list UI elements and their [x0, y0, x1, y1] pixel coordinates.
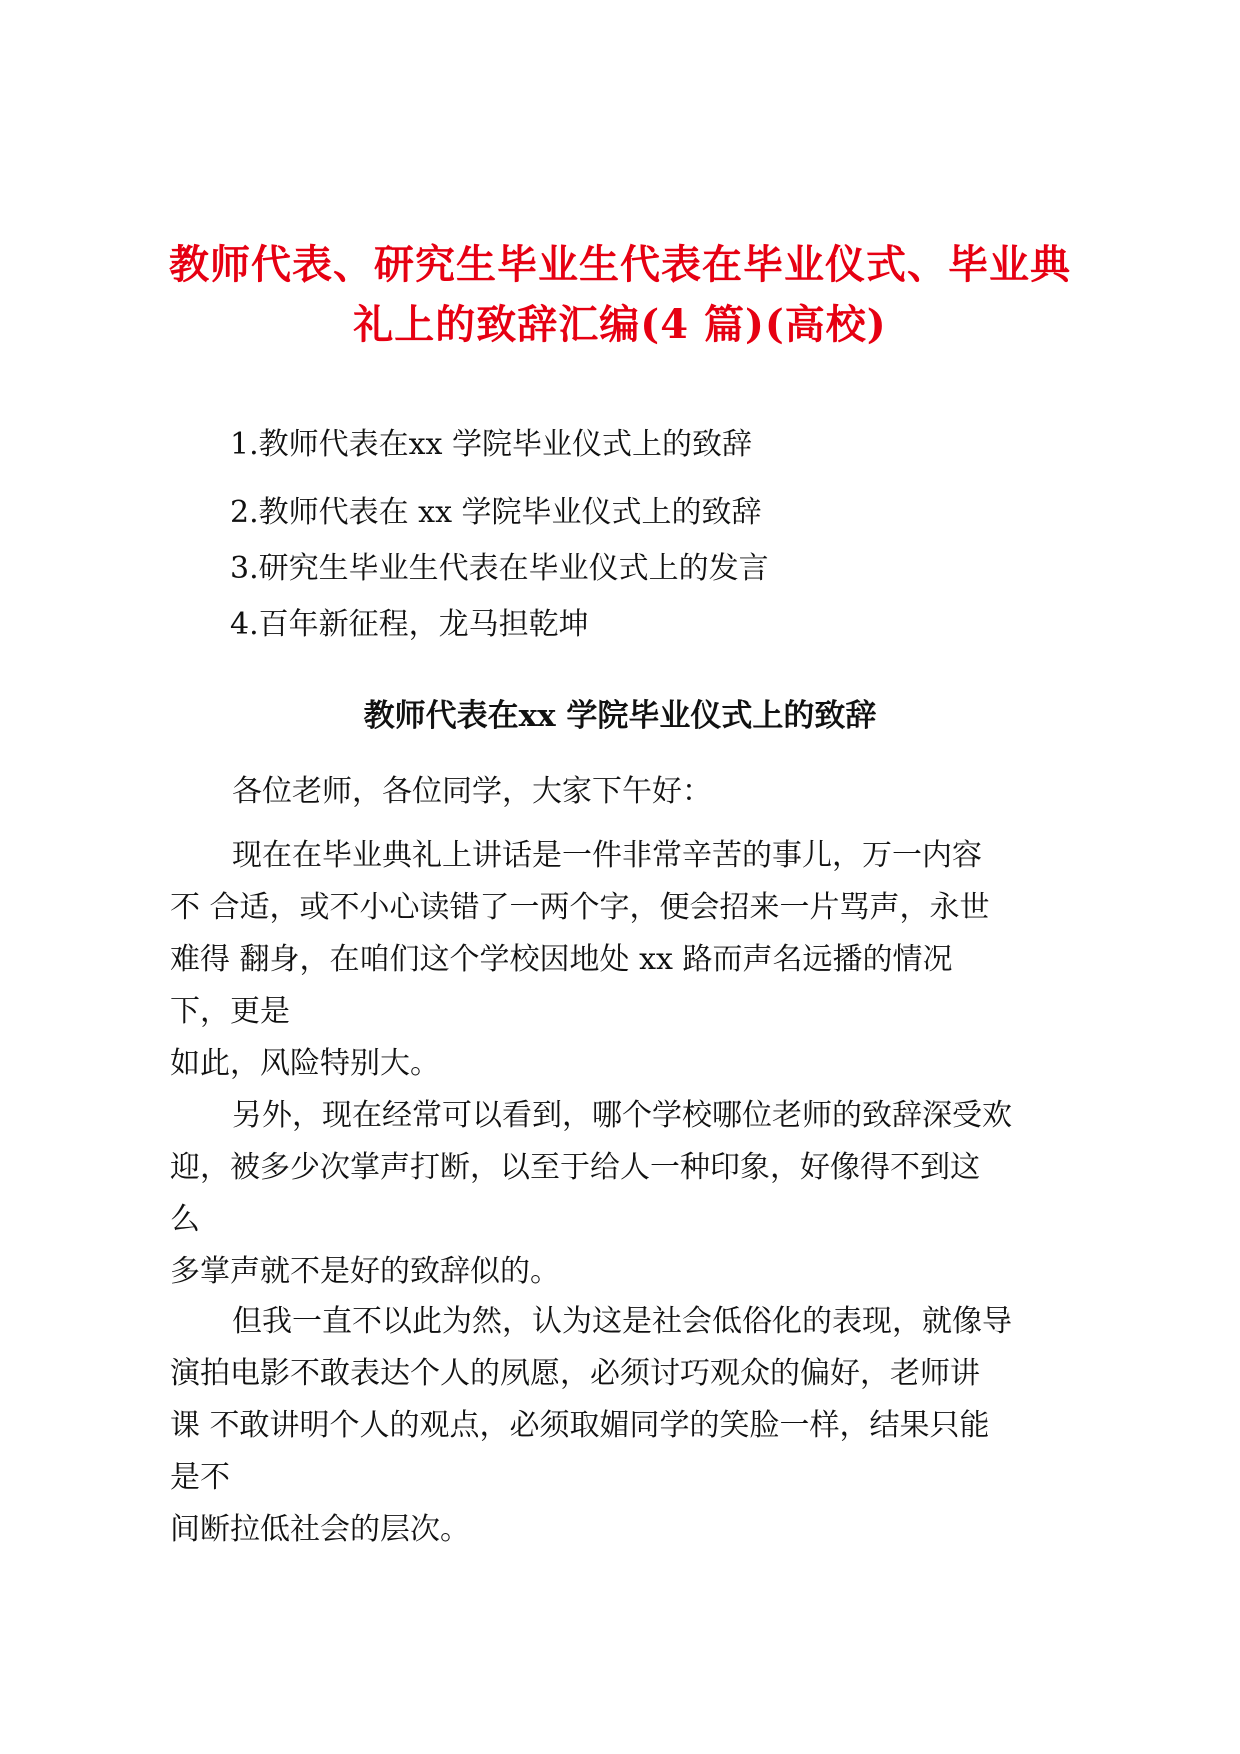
- greeting-paragraph: [170, 766, 1090, 818]
- paragraph-line: 间断拉低社会的层次。: [170, 1512, 470, 1547]
- paragraph-line: 下，更是: [170, 994, 290, 1029]
- section-heading: 教师代表在xx 学院毕业仪式上的致辞: [363, 697, 877, 734]
- toc-item: 2.教师代表在 xx 学院毕业仪式上的致辞: [230, 495, 762, 530]
- paragraph-line: 课 不敢讲明个人的观点，必须取媚同学的笑脸一样，结果只能: [170, 1408, 990, 1443]
- greeting-line: 各位老师，各位同学，大家下午好：: [232, 774, 712, 809]
- body-paragraph: [170, 1090, 1090, 1298]
- paragraph-line: 如此，风险特别大。: [170, 1046, 440, 1081]
- document-title-line: 礼上的致辞汇编(4 篇)(高校): [353, 300, 887, 348]
- paragraph-line: 另外，现在经常可以看到，哪个学校哪位老师的致辞深受欢: [232, 1098, 1012, 1133]
- body-paragraph: [170, 830, 1090, 1090]
- paragraph-line: 难得 翻身，在咱们这个学校因地处 xx 路而声名远播的情况: [170, 942, 953, 977]
- paragraph-line: 么: [170, 1202, 200, 1237]
- paragraph-line: 多掌声就不是好的致辞似的。: [170, 1254, 560, 1289]
- paragraph-line: 演拍电影不敢表达个人的夙愿，必须讨巧观众的偏好，老师讲: [170, 1356, 980, 1391]
- toc-item: 3.研究生毕业生代表在毕业仪式上的发言: [230, 551, 769, 586]
- document-title: [150, 235, 1090, 355]
- document-title-line: 教师代表、研究生毕业生代表在毕业仪式、毕业典: [169, 240, 1071, 288]
- paragraph-line: 但我一直不以此为然，认为这是社会低俗化的表现，就像导: [232, 1304, 1012, 1339]
- paragraph-line: 现在在毕业典礼上讲话是一件非常辛苦的事儿，万一内容: [232, 838, 982, 873]
- toc-item: 1.教师代表在xx 学院毕业仪式上的致辞: [230, 427, 752, 462]
- paragraph-line: 不 合适，或不小心读错了一两个字，便会招来一片骂声，永世: [170, 890, 990, 925]
- body-paragraph: [170, 1296, 1090, 1556]
- paragraph-line: 是不: [170, 1460, 230, 1495]
- paragraph-line: 迎，被多少次掌声打断，以至于给人一种印象，好像得不到这: [170, 1150, 980, 1185]
- toc-item: 4.百年新征程，龙马担乾坤: [230, 607, 589, 642]
